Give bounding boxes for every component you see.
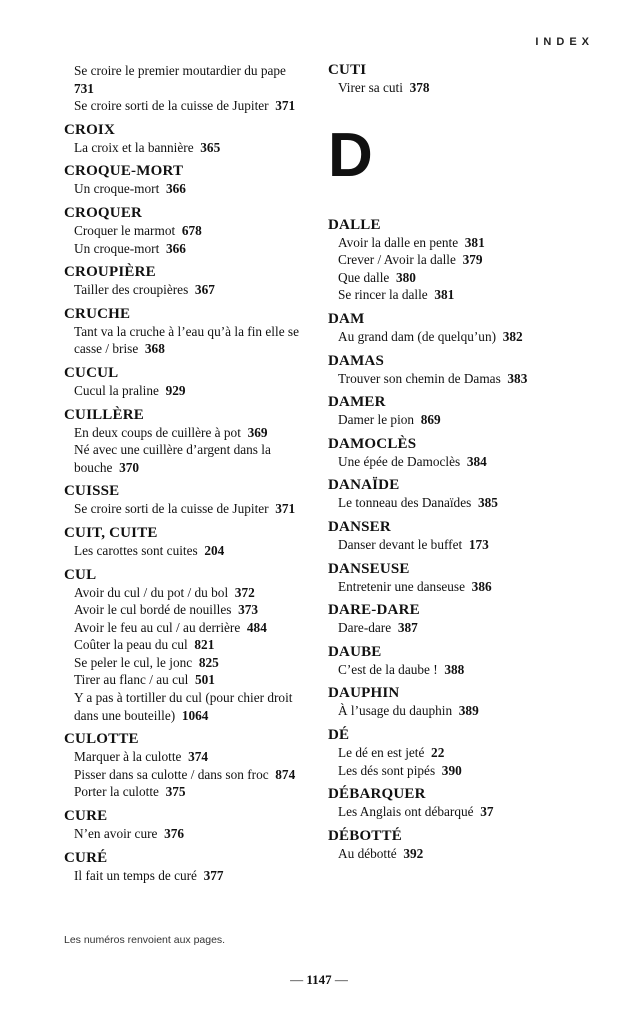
index-entry xyxy=(64,205,314,257)
expression-text: Dare-dare xyxy=(338,620,392,636)
entry-headword: CROUPIÈRE xyxy=(64,264,156,281)
expression-text: Marquer à la culotte xyxy=(74,749,182,765)
entry-headword: DAM xyxy=(328,310,365,327)
entry-headword: CUL xyxy=(64,566,97,583)
entry-expression xyxy=(64,619,314,637)
page-reference: 373 xyxy=(238,602,259,618)
entry-headword: DAMAS xyxy=(328,352,384,369)
expression-text: Le tonneau des Danaïdes xyxy=(338,495,472,511)
entry-headword: CROQUER xyxy=(64,204,143,221)
expression-text: Que dalle xyxy=(338,269,390,285)
index-entry xyxy=(328,786,590,821)
page-reference: 501 xyxy=(195,672,215,688)
entry-expression xyxy=(64,97,314,115)
entry-headword: DAMER xyxy=(328,394,386,411)
entry-expression xyxy=(64,654,314,672)
entry-expression xyxy=(64,825,314,843)
expression-text: Un croque-mort xyxy=(74,240,160,256)
expression-text: Il fait un temps de curé xyxy=(74,867,197,883)
expression-text: Croquer le marmot xyxy=(74,222,176,238)
page-number-value: 1147 xyxy=(306,972,332,987)
entry-headword: CRUCHE xyxy=(64,305,131,322)
expression-text: casse / brise xyxy=(74,341,139,357)
page-reference: 377 xyxy=(203,867,224,883)
page-reference: 370 xyxy=(119,459,140,475)
page-reference: 369 xyxy=(247,424,268,440)
expression-text: Un croque-mort xyxy=(74,181,160,197)
expression-text: Avoir le cul bordé de nouilles xyxy=(74,602,232,618)
entry-expression xyxy=(328,453,590,471)
index-entry xyxy=(328,644,590,679)
page-reference: 385 xyxy=(477,495,498,511)
entry-headword: CUCUL xyxy=(64,364,119,381)
expression-text: Tirer au flanc / au cul xyxy=(74,672,189,688)
entry-headword: DARE-DARE xyxy=(328,602,420,619)
entry-headword: CROQUE-MORT xyxy=(64,163,184,180)
expression-text: dans une bouteille) xyxy=(74,707,176,723)
entry-expression xyxy=(328,328,590,346)
entry-expression xyxy=(64,382,314,400)
index-entry xyxy=(64,567,314,725)
page-reference: 366 xyxy=(165,240,186,256)
expression-text: Cucul la praline xyxy=(74,382,159,398)
index-entry xyxy=(328,62,590,97)
entry-expression xyxy=(328,79,590,97)
entry-headword: DANAÏDE xyxy=(328,477,400,494)
page-reference: 368 xyxy=(144,341,165,357)
entry-expression xyxy=(64,783,314,801)
index-entry xyxy=(64,264,314,299)
running-header: INDEX xyxy=(535,36,594,48)
page-reference: 1064 xyxy=(181,707,209,723)
index-entry xyxy=(328,436,590,471)
page-reference: 929 xyxy=(165,382,186,398)
entry-expression xyxy=(328,619,590,637)
index-entry xyxy=(328,602,590,637)
expression-text: Se croire sorti de la cuisse de Jupiter xyxy=(74,98,269,114)
page-reference: 367 xyxy=(194,282,215,298)
page-reference: 379 xyxy=(462,252,483,268)
index-entry xyxy=(64,163,314,198)
expression-text: En deux coups de cuillère à pot xyxy=(74,424,241,440)
index-entry xyxy=(328,311,590,346)
footnote: Les numéros renvoient aux pages. xyxy=(64,934,226,946)
page-reference: 371 xyxy=(275,98,296,114)
entry-headword: CUIT, CUITE xyxy=(64,524,158,541)
entry-expression xyxy=(328,494,590,512)
index-entry xyxy=(328,685,590,720)
entry-expression xyxy=(328,661,590,679)
expression-text: Crever / Avoir la dalle xyxy=(338,252,456,268)
expression-text: Tant va la cruche à l’eau qu’à la fin elle se xyxy=(74,323,299,339)
expression-text: Se peler le cul, le jonc xyxy=(74,654,193,670)
expression-text: À l’usage du dauphin xyxy=(338,703,453,719)
entry-expression xyxy=(328,536,590,554)
index-entry xyxy=(64,731,314,801)
entry-expression xyxy=(64,636,314,654)
entry-expression xyxy=(328,702,590,720)
entry-expression xyxy=(64,62,314,80)
entry-expression xyxy=(64,340,314,358)
entry-expression xyxy=(64,500,314,518)
entry-expression xyxy=(64,80,314,98)
page-reference: 366 xyxy=(165,181,186,197)
entry-expression xyxy=(64,542,314,560)
index-entry xyxy=(328,477,590,512)
page-reference: 825 xyxy=(198,654,219,670)
index-entry xyxy=(328,828,590,863)
expression-text: Porter la culotte xyxy=(74,784,159,800)
entry-headword: DANSEUSE xyxy=(328,560,410,577)
expression-text: La croix et la bannière xyxy=(74,139,194,155)
index-entry xyxy=(328,394,590,429)
expression-text: Virer sa cuti xyxy=(338,80,403,95)
entry-expression xyxy=(328,845,590,863)
expression-text: Se rincer la dalle xyxy=(338,287,428,303)
entry-headword: CROIX xyxy=(64,121,116,138)
index-entry xyxy=(64,808,314,843)
entry-headword: CURÉ xyxy=(64,849,108,866)
right-column xyxy=(328,62,590,869)
page-reference: 386 xyxy=(471,578,492,594)
expression-text: Pisser dans sa culotte / dans son froc xyxy=(74,766,269,782)
entry-headword: DAMOCLÈS xyxy=(328,435,417,452)
entry-expression xyxy=(64,766,314,784)
page-reference: 392 xyxy=(403,845,424,861)
expression-text: Damer le pion xyxy=(338,412,415,428)
page-reference: 365 xyxy=(200,139,221,155)
expression-text: Se croire sorti de la cuisse de Jupiter xyxy=(74,501,269,517)
index-entry xyxy=(328,353,590,388)
expression-text: Au débotté xyxy=(338,845,397,861)
entry-expression xyxy=(328,411,590,429)
entry-headword: DAUBE xyxy=(328,643,382,660)
expression-text: Entretenir une danseuse xyxy=(338,578,466,594)
page-reference: 381 xyxy=(464,234,485,250)
page-reference: 484 xyxy=(246,619,267,635)
page-reference: 869 xyxy=(420,412,441,428)
entry-headword: DÉ xyxy=(328,726,350,743)
page-reference: 376 xyxy=(164,826,185,842)
entry-expression xyxy=(64,240,314,258)
page-reference: 378 xyxy=(409,80,430,95)
entry-expression xyxy=(328,251,590,269)
entry-expression xyxy=(64,707,314,725)
expression-text: Tailler des croupières xyxy=(74,282,189,298)
expression-text: Le dé en est jeté xyxy=(338,744,425,760)
page-reference: 381 xyxy=(434,287,455,303)
section-letter: D xyxy=(328,120,373,190)
entry-headword: DALLE xyxy=(328,216,381,233)
expression-text: Né avec une cuillère d’argent dans la xyxy=(74,442,271,458)
entry-expression xyxy=(64,222,314,240)
entry-expression xyxy=(64,601,314,619)
page-reference: 384 xyxy=(466,453,487,469)
entry-headword: CUILLÈRE xyxy=(64,406,144,423)
page-reference: 22 xyxy=(431,744,445,760)
expression-text: Coûter la peau du cul xyxy=(74,637,188,653)
entry-expression xyxy=(328,286,590,304)
entry-expression xyxy=(328,578,590,596)
page-number: — 1147 — xyxy=(290,972,348,987)
expression-text: Avoir du cul / du pot / du bol xyxy=(74,584,229,600)
entry-expression xyxy=(64,671,314,689)
page-reference: 383 xyxy=(507,370,528,386)
expression-text: Avoir le feu au cul / au derrière xyxy=(74,619,241,635)
entry-expression xyxy=(64,323,314,341)
page-reference: 874 xyxy=(275,766,296,782)
page-reference: 173 xyxy=(468,536,489,552)
page-reference: 37 xyxy=(480,804,494,820)
page-reference: 375 xyxy=(165,784,186,800)
index-entry xyxy=(328,519,590,554)
page-reference: 380 xyxy=(395,269,416,285)
entry-expression xyxy=(64,424,314,442)
expression-text: Une épée de Damoclès xyxy=(338,453,461,469)
entry-expression xyxy=(328,370,590,388)
expression-text: Avoir la dalle en pente xyxy=(338,234,459,250)
index-entry xyxy=(64,525,314,560)
entry-expression xyxy=(64,459,314,477)
entry-expression xyxy=(64,139,314,157)
entry-expression xyxy=(64,689,314,707)
entry-headword: CUTI xyxy=(328,62,367,78)
page-reference: 388 xyxy=(444,661,465,677)
page-reference: 382 xyxy=(502,328,523,344)
expression-text: bouche xyxy=(74,459,113,475)
entry-expression xyxy=(64,867,314,885)
left-column xyxy=(64,62,314,891)
expression-text: Trouver son chemin de Damas xyxy=(338,370,501,386)
index-entry xyxy=(64,62,314,115)
page-reference: 371 xyxy=(275,501,296,517)
expression-text: Les carottes sont cuites xyxy=(74,542,198,558)
page-reference: 821 xyxy=(194,637,215,653)
entry-headword: CULOTTE xyxy=(64,731,139,748)
entry-expression xyxy=(328,744,590,762)
page-reference: 390 xyxy=(441,762,462,778)
page-reference: 678 xyxy=(181,222,202,238)
expression-text: Y a pas à tortiller du cul (pour chier droit xyxy=(74,690,293,706)
expression-text: Se croire le premier moutardier du pape xyxy=(74,63,286,78)
expression-text: Danser devant le buffet xyxy=(338,536,463,552)
entry-expression xyxy=(64,180,314,198)
expression-text: Les dés sont pipés xyxy=(338,762,436,778)
entry-expression xyxy=(64,441,314,459)
entry-expression xyxy=(64,281,314,299)
expression-text: C’est de la daube ! xyxy=(338,661,438,677)
index-entry xyxy=(328,727,590,779)
page-reference: 387 xyxy=(397,620,418,636)
page-reference: 372 xyxy=(234,584,255,600)
page-reference: 389 xyxy=(458,703,479,719)
entry-headword: DAUPHIN xyxy=(328,685,400,702)
page-reference: 731 xyxy=(74,80,94,96)
entry-headword: DANSER xyxy=(328,518,391,535)
expression-text: N’en avoir cure xyxy=(74,826,158,842)
entry-headword: CURE xyxy=(64,808,108,825)
index-entry xyxy=(328,217,590,304)
index-entry xyxy=(64,365,314,400)
expression-text: Au grand dam (de quelqu’un) xyxy=(338,328,497,344)
entry-expression xyxy=(328,269,590,287)
page-reference: 374 xyxy=(188,749,209,765)
entry-expression xyxy=(328,234,590,252)
index-entry xyxy=(328,561,590,596)
entry-headword: CUISSE xyxy=(64,483,120,500)
index-entry xyxy=(64,407,314,477)
index-entry xyxy=(64,483,314,518)
entry-expression xyxy=(64,584,314,602)
entry-headword: DÉBOTTÉ xyxy=(328,827,402,844)
index-entry xyxy=(64,122,314,157)
page-reference: 204 xyxy=(204,542,225,558)
expression-text: Les Anglais ont débarqué xyxy=(338,804,474,820)
entry-expression xyxy=(64,748,314,766)
entry-expression xyxy=(328,762,590,780)
index-entry xyxy=(64,850,314,885)
entry-headword: DÉBARQUER xyxy=(328,786,426,803)
index-entry xyxy=(64,306,314,358)
entry-expression xyxy=(328,803,590,821)
